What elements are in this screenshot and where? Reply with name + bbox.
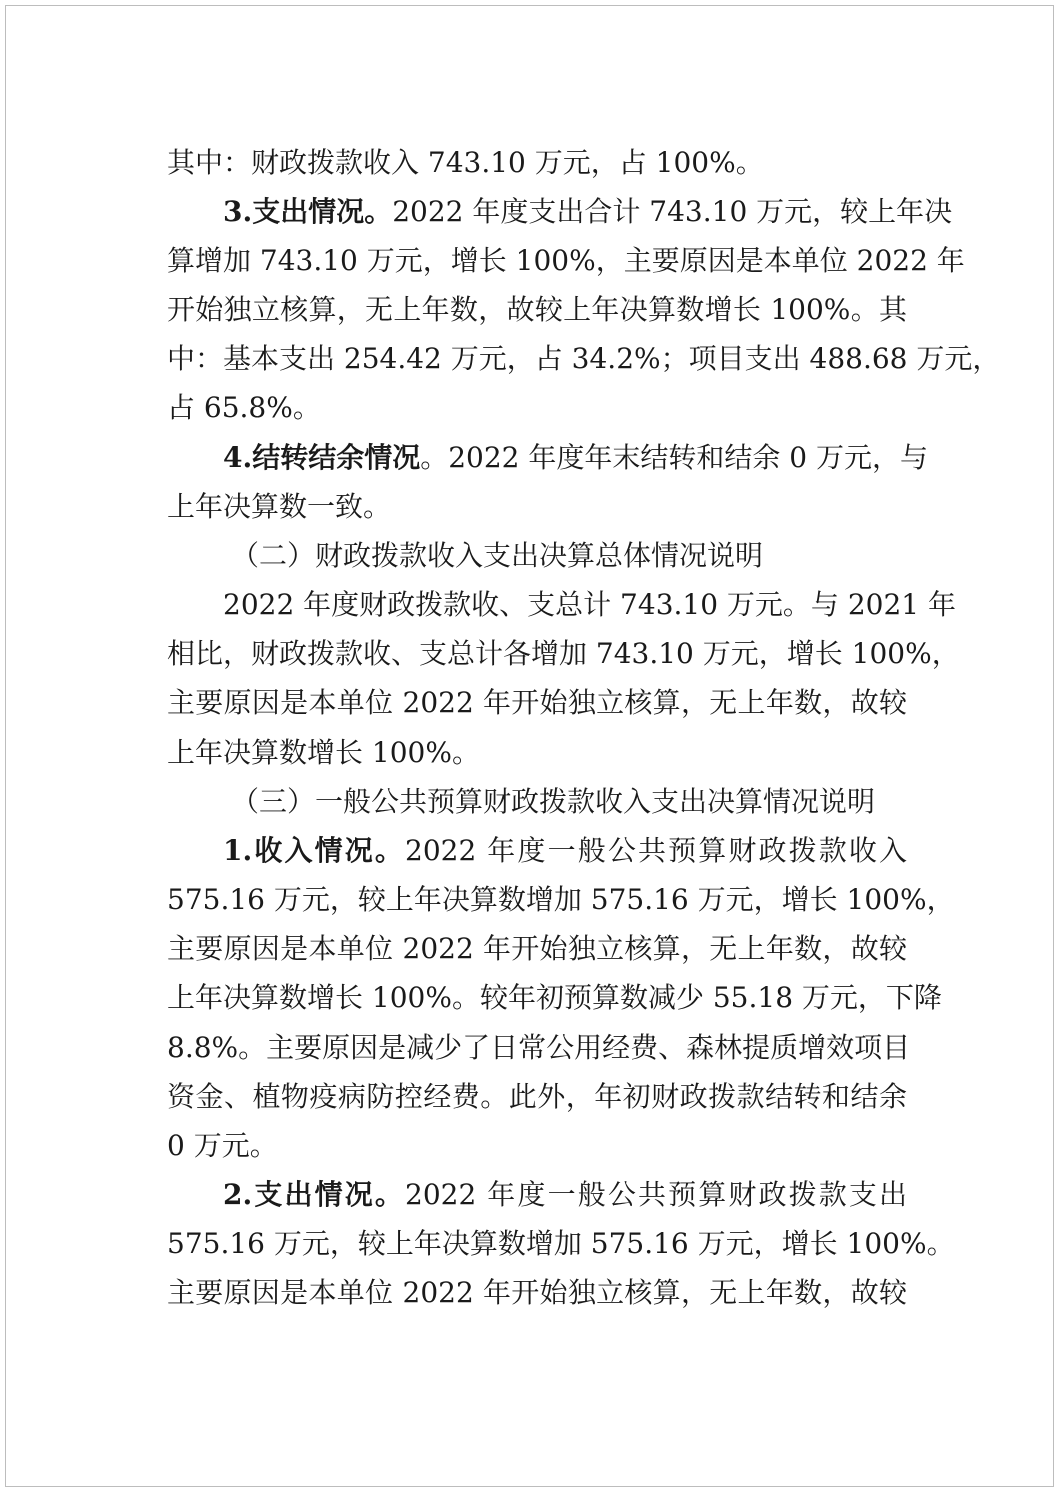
text-line: 中：基本支出 254.42 万元，占 34.2%；项目支出 488.68 万元， xyxy=(167,342,1001,375)
section-heading-income: 1.收入情况。2022 年度一般公共预算财政拨款收入 xyxy=(223,834,907,867)
text-line: 主要原因是本单位 2022 年开始独立核算，无上年数，故较 xyxy=(167,932,907,965)
text-line: 占 65.8%。 xyxy=(167,391,321,424)
text-line: 2022 年度财政拨款收、支总计 743.10 万元。与 2021 年 xyxy=(223,588,956,621)
heading-label: 2.支出情况。 xyxy=(223,1178,406,1211)
text-line: 0 万元。 xyxy=(167,1129,278,1162)
section-heading-carryover: 4.结转结余情况。2022 年度年末结转和结余 0 万元，与 xyxy=(223,441,929,474)
text-line: 相比，财政拨款收、支总计各增加 743.10 万元，增长 100%， xyxy=(167,637,960,670)
text-line: 575.16 万元，较上年决算数增加 575.16 万元，增长 100%， xyxy=(167,883,955,916)
text-line: 主要原因是本单位 2022 年开始独立核算，无上年数，故较 xyxy=(167,1276,907,1309)
text-line: 8.8%。主要原因是减少了日常公用经费、森林提质增效项目 xyxy=(167,1031,911,1064)
subsection-title-2: （二）财政拨款收入支出决算总体情况说明 xyxy=(231,539,764,572)
text-line: 开始独立核算，无上年数，故较上年决算数增长 100%。其 xyxy=(167,293,907,326)
heading-label: 3.支出情况。 xyxy=(223,195,393,228)
text-line: 575.16 万元，较上年决算数增加 575.16 万元，增长 100%。 xyxy=(167,1227,955,1260)
heading-label: 1.收入情况。 xyxy=(223,834,406,867)
text-line: 算增加 743.10 万元，增长 100%，主要原因是本单位 2022 年 xyxy=(167,244,965,277)
heading-label: 4.结转结余情况 xyxy=(223,441,421,474)
text-line: 主要原因是本单位 2022 年开始独立核算，无上年数，故较 xyxy=(167,686,907,719)
document-page xyxy=(5,5,1054,1487)
section-heading-expenditure: 3.支出情况。2022 年度支出合计 743.10 万元，较上年决 xyxy=(223,195,953,228)
text-line: 上年决算数增长 100%。 xyxy=(167,736,480,769)
subsection-title-3: （三）一般公共预算财政拨款收入支出决算情况说明 xyxy=(231,785,876,818)
text-line: 资金、植物疫病防控经费。此外，年初财政拨款结转和结余 xyxy=(167,1080,907,1113)
text-line: 上年决算数增长 100%。较年初预算数减少 55.18 万元，下降 xyxy=(167,981,942,1014)
text-line: 上年决算数一致。 xyxy=(167,490,392,523)
section-heading-expenditure-general: 2.支出情况。2022 年度一般公共预算财政拨款支出 xyxy=(223,1178,907,1211)
text-line: 其中：财政拨款收入 743.10 万元，占 100%。 xyxy=(167,146,764,179)
